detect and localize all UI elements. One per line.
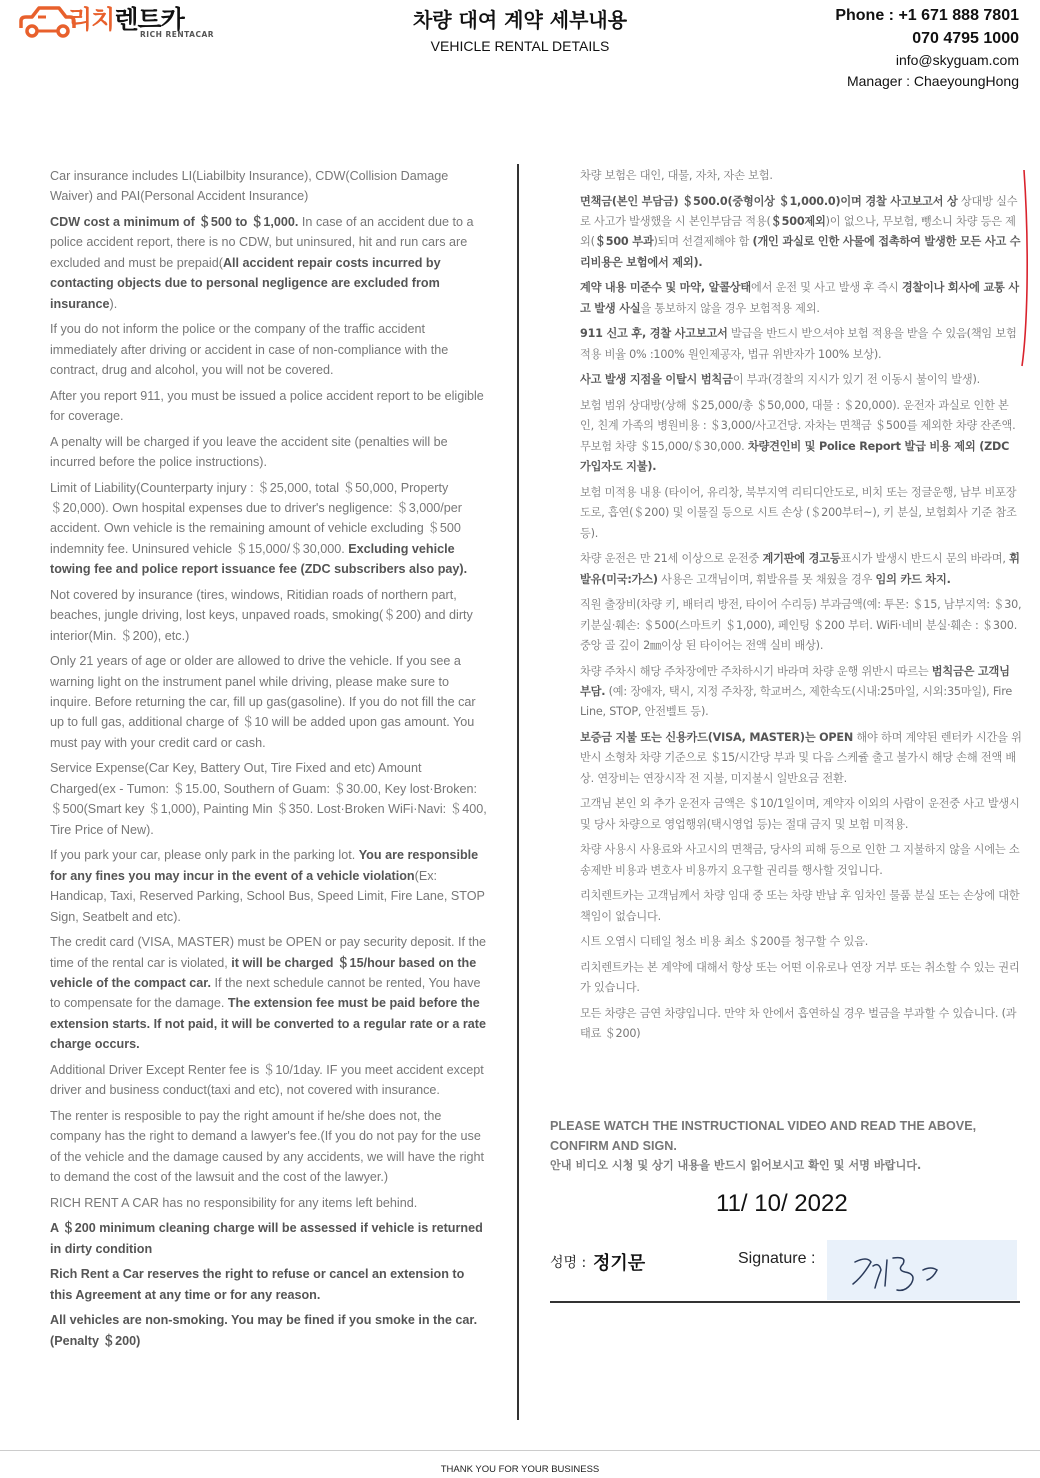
column-divider <box>517 164 519 1420</box>
handwritten-signature <box>827 1240 1017 1300</box>
term-ko-3: 계약 내용 미준수 및 마약, 알콜상태에서 운전 및 사고 발생 후 즉시 경찰이나 회사에 교통 사고 발생 사실을 통보하지 않을 경우 보험적용 제외. <box>580 281 1019 315</box>
footer-divider <box>0 1450 1040 1451</box>
term-ko-8: 차량 운전은 만 21세 이상으로 운전중 계기판에 경고등표시가 발생시 반드시 문의 바라며, 휘발유(미국:가스) 사용은 고객님이며, 휘발유를 못 채웠을 경우 임의 카드 차지. <box>580 552 1020 586</box>
term-en-3: If you do not inform the police or the company of the traffic accident immediately after driving or accident in case of non-compliance with the contract, drug and alcohol, you will not be covered. <box>50 322 449 378</box>
term-en-10: If you park your car, please only park in the parking lot. You are responsible for any fines you may incur in the event of a vehicle violation(Ex: Handicap, Taxi, Reserved Parking, School Bus, Speed Limit, Fire Lane, STOP Sign, Seatbelt and etc). <box>50 848 485 924</box>
term-ko-13: 차량 사용시 사용료와 사고시의 면책금, 당사의 피해 등으로 인한 그 지불하지 않을 시에는 소송제반 비용과 변호사 비용까지 요구할 권리를 행사할 것입니다. <box>580 843 1020 877</box>
term-ko-15: 시트 오염시 디테일 청소 비용 최소 ＄200를 청구할 수 있음. <box>580 935 869 949</box>
name-value: 정기문 <box>593 1253 646 1274</box>
term-en-7: Not covered by insurance (tires, windows, Ritidian roads of northern part, beaches, jungle driving, lost keys, unpaved roads, smoking(＄200) and dirty interior(Min. ＄200), etc.) <box>50 587 473 643</box>
term-ko-2: 면책금(본인 부담금) ＄500.0(중형이상 ＄1,000.0)이며 경찰 사고보고서 상 상대방 실수로 사고가 발생했을 시 본인부담금 적용(＄500제외)이 없으나, 무보험, 뺑소니 차량 등은 제외(＄500 부과)되며 선결제해야 함 (개인 과실로 인한 사물에 접촉하여 발생한 모든 사고 수리비용은 보험에서 제외). <box>580 194 1021 269</box>
term-en-5: A penalty will be charged if you leave the accident site (penalties will be incurred before the police instructions). <box>50 434 448 470</box>
term-en-2: CDW cost a minimum of ＄500 to ＄1,000. In case of an accident due to a police accident report, there is no CDW, but uninsured, hit and run cars are excluded and must be prepaid(All accident repair costs incurred by contacting objects due to personal negligence are excluded from insurance). <box>50 215 474 311</box>
term-en-13: The renter is resposible to pay the right amount if he/she does not, the company has the right to demand a lawyer's fee.(If you do not pay for the use of the vehicle and the damage caused by any accidents, we will have the right to demand the cost of the lawsuit and the cost of the lawyer.) <box>50 1108 485 1184</box>
logo-subtitle: RICH RENTACAR <box>140 30 215 39</box>
term-ko-11: 보증금 지불 또는 신용카드(VISA, MASTER)는 OPEN 해야 하며 계약된 렌터카 시간을 위반시 소형차 차량 기준으로 ＄15/시간당 부과 및 다음 스케쥴 출고 불가시 해당 손해 전액 배상. 연장비는 연장시작 전 지불, 미지불시 일반요금 전환. <box>580 731 1022 785</box>
term-en-4: After you report 911, you must be issued a police accident report to be eligible for coverage. <box>50 388 484 424</box>
term-en-16: Rich Rent a Car reserves the right to refuse or cancel an extension to this Agreement at any time or for any reason. <box>50 1267 465 1302</box>
term-en-14: RICH RENT A CAR has no responsibility for any items left behind. <box>50 1195 418 1210</box>
term-en-17: All vehicles are non-smoking. You may be fined if you smoke in the car. (Penalty ＄200) <box>50 1313 478 1348</box>
phone-primary: Phone : +1 671 888 7801 <box>835 7 1019 24</box>
phone-secondary: 070 4795 1000 <box>912 30 1019 47</box>
page-title-korean: 차량 대여 계약 세부내용 <box>412 8 628 32</box>
signature-field[interactable] <box>827 1240 1017 1300</box>
contact-block <box>835 4 1019 92</box>
term-ko-17: 모든 차량은 금연 차량입니다. 만약 차 안에서 흡연하실 경우 벌금을 부과할 수 있습니다. (과태료 ＄200) <box>580 1007 1017 1041</box>
term-en-12: Additional Driver Except Renter fee is ＄10/1day. IF you meet accident except driver and business conduct(taxi and etc), not covered with insurance. <box>50 1062 484 1098</box>
term-en-15: A ＄200 minimum cleaning charge will be assessed if vehicle is returned in dirty condition <box>50 1221 483 1256</box>
term-en-8: Only 21 years of age or older are allowed to drive the vehicle. If you see a warning light on the instrument panel while driving, please make sure to inquire. Before returning the car, fill up gas(gasoline). If you do not fill the car up to full gas, additional charge of ＄10 will be added upon gas amount. You must pay with your credit card or cash. <box>50 654 476 750</box>
signature-line <box>550 1301 1020 1303</box>
terms-english <box>50 166 490 1356</box>
term-ko-5: 사고 발생 지점을 이탈시 범칙금이 부과(경찰의 지시가 있기 전 이동시 불이익 발생). <box>580 373 981 387</box>
signature-label: Signature : <box>738 1250 816 1267</box>
instructions-en-line2: CONFIRM AND SIGN. <box>550 1139 677 1153</box>
term-ko-14: 리치렌트카는 고객님께서 차량 임대 중 또는 차량 반납 후 임차인 물품 분실 또는 손상에 대한 책임이 없습니다. <box>580 889 1020 923</box>
terms-korean <box>580 166 1022 1050</box>
logo-wordmark: 리치렌트카 <box>68 5 184 34</box>
term-en-11: The credit card (VISA, MASTER) must be OPEN or pay security deposit. If the time of the rental car is violated, it will be charged ＄15/hour based on the vehicle of the compact car. If the next schedule cannot be rented, You have to compensate for the damage. The extension fee must be paid before the extension starts. If not paid, it will be converted to a regular rate or a rate charge occurs. <box>50 935 487 1052</box>
name-label: 성명 : <box>550 1255 587 1271</box>
instructions-ko: 안내 비디오 시청 및 상기 내용을 반드시 읽어보시고 확인 및 서명 바랍니다. <box>550 1159 922 1172</box>
term-ko-6: 보험 범위 상대방(상해 ＄25,000/총 ＄50,000, 대물 : ＄20,000). 운전자 과실로 인한 본인, 친계 가족의 병원비용 : ＄3,000/사고건당. 자차는 면책금 ＄500를 제외한 차량 잔존액. 무보험 차량 ＄15,000/＄30,000. 차량견인비 및 Police Report 발급 비용 제외 (ZDC 가입자도 지불). <box>580 399 1016 474</box>
sign-instructions <box>550 1116 1020 1176</box>
term-ko-12: 고객님 본인 외 추가 운전자 금액은 ＄10/1일이며, 계약자 이외의 사람이 운전중 사고 발생시 및 당사 차량으로 영업행위(택시영업 등)는 절대 금지 및 보험 미적용. <box>580 797 1020 831</box>
term-ko-9: 직원 출장비(차량 키, 배터리 방전, 타이어 수리등) 부과금액(예: 투몬: ＄15, 남부지역: ＄30, 키분실·훼손: ＄500(스마트키 ＄1,000), 페인팅 ＄200 부터. WiFi·네비 분실·훼손 : ＄300. 중앙 골 깊이 2㎜이상 된 타이어는 전액 실비 배상). <box>580 598 1022 653</box>
term-en-9: Service Expense(Car Key, Battery Out, Tire Fixed and etc) Amount Charged(ex - Tumon: ＄15.00, Southern of Guam: ＄30.00, Key lost·Broken: ＄500(Smart key ＄1,000), Painting Min ＄350. Lost·Broken WiFi·Navi: ＄400, Tire Price of New). <box>50 761 487 837</box>
page-title-english: VEHICLE RENTAL DETAILS <box>430 38 610 54</box>
term-ko-10: 차량 주차시 해당 주차장에만 주차하시기 바라며 차량 운행 위반시 따르는 범칙금은 고객님 부담. (예: 장애자, 택시, 지정 주차장, 학교버스, 제한속도(시내:25마일, 시외:35마일), Fire Line, STOP, 안전벨트 등). <box>580 664 1013 719</box>
contact-manager: Manager : ChaeyoungHong <box>846 73 1019 89</box>
term-en-1: Car insurance includes LI(Liabilbity Insurance), CDW(Collision Damage Waiver) and PAI(Personal Accident Insurance) <box>50 169 449 204</box>
term-ko-16: 리치렌트카는 본 계약에 대해서 항상 또는 어떤 이유로나 연장 거부 또는 취소할 수 있는 권리가 있습니다. <box>580 961 1020 995</box>
term-ko-4: 911 신고 후, 경찰 사고보고서 발급을 반드시 받으셔야 보험 적용을 받을 수 있음(책임 보험 적용 비율 0% :100% 원인제공자, 법규 위반자가 100% 보상). <box>580 327 1017 361</box>
term-ko-7: 보험 미적용 내용 (타이어, 유리창, 북부지역 리티디안도로, 비치 또는 정글운행, 남부 비포장도로, 흡연(＄200) 및 이물질 등으로 시트 손상 (＄200부터~), 키 분실, 보험회사 기준 참조 등). <box>580 485 1017 540</box>
footer-thanks: THANK YOU FOR YOUR BUSINESS <box>440 1464 600 1475</box>
instructions-en-line1: PLEASE WATCH THE INSTRUCTIONAL VIDEO AND READ THE ABOVE, <box>550 1119 977 1133</box>
signed-date: 11/ 10/ 2022 <box>716 1190 848 1217</box>
term-ko-1: 차량 보험은 대인, 대물, 자차, 자손 보험. <box>580 169 773 182</box>
term-en-6: Limit of Liability(Counterparty injury : ＄25,000, total ＄50,000, Property ＄20,000). Own hospital expenses due to driver's negligence: ＄3,000/per accident. Own vehicle is the remaining amount of vehicle excluding ＄500 indemnity fee. Uninsured vehicle ＄15,000/＄30,000. Excluding vehicle towing fee and police report issuance fee (ZDC subscribers also pay). <box>50 480 468 577</box>
red-pen-annotation <box>1019 168 1033 368</box>
contact-email: info@skyguam.com <box>895 52 1019 68</box>
